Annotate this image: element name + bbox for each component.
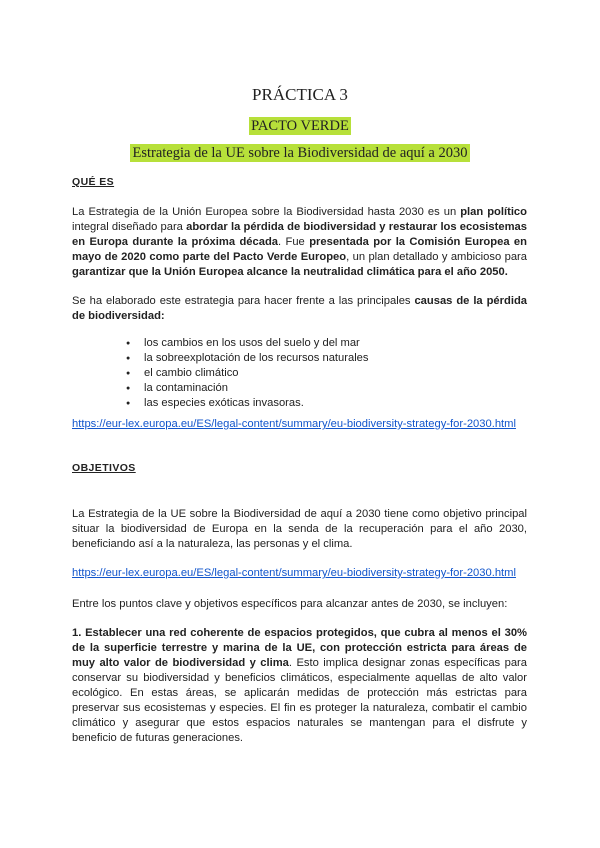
bold-text: presentada por la Comisión Europea en mayo de 2020 como parte del Pacto Verde Europeo (72, 236, 527, 263)
que-es-paragraph (72, 205, 527, 280)
objetivos-heading: OBJETIVOS (72, 462, 136, 474)
text-segment: . Fue (278, 236, 310, 248)
page-title: PRÁCTICA 3 (252, 85, 348, 104)
text-segment: integral diseñado para (72, 221, 187, 233)
bold-text: causas de la pérdida de biodiversidad: (72, 295, 527, 322)
que-es-heading: QUÉ ES (72, 176, 115, 188)
list-item: ● los cambios en los usos del suelo y del mar (126, 336, 369, 351)
que-es-source-link[interactable]: https://eur-lex.europa.eu/ES/legal-content/summary/eu-biodiversity-strategy-for-2030.html (72, 418, 516, 430)
objetivos-source-link[interactable]: https://eur-lex.europa.eu/ES/legal-content/summary/eu-biodiversity-strategy-for-2030.html (72, 567, 516, 579)
bold-text: plan político (460, 206, 527, 218)
text-segment: . Esto implica designar zonas específicas para conservar su biodiversidad y beneficios climáticos, especialmente aquellas de alto valor ecológico. En estas áreas, se aplicarán medidas de protección más estrictas para preservar sus ecosistemas y especies. El fin es proteger la naturaleza, combatir el cambio climático y asegurar que estos espacios naturales se mantengan para el disfrute y beneficio de futuras generaciones. (72, 657, 527, 744)
text-segment: Se ha elaborado este estrategia para hacer frente a las principales (72, 295, 415, 307)
causes-list (126, 336, 369, 411)
subtitle: PACTO VERDE (251, 118, 349, 134)
bold-text: 1. Establecer una red coherente de espacios protegidos, que cubra al menos el 30% de la superficie terrestre y marina de la UE, con protección estricta para áreas de muy alto valor de biodiversidad y clima (72, 627, 527, 669)
list-item: ● las especies exóticas invasoras. (126, 396, 369, 411)
list-item: ● el cambio climático (126, 366, 369, 381)
strategy-title-block (0, 145, 600, 162)
list-item: ● la sobreexplotación de los recursos naturales (126, 351, 369, 366)
bold-text: abordar la pérdida de biodiversidad y restaurar los ecosistemas en Europa durante la próxima década (72, 221, 527, 248)
causes-intro-paragraph (72, 294, 527, 324)
subtitle-block (0, 118, 600, 135)
key-point-1 (72, 626, 527, 746)
list-item: ● la contaminación (126, 381, 369, 396)
key-points-intro: Entre los puntos clave y objetivos específicos para alcanzar antes de 2030, se incluyen: (72, 598, 508, 610)
text-segment: , un plan detallado y ambicioso para (346, 251, 527, 263)
bold-text: garantizar que la Unión Europea alcance la neutralidad climática para el año 2050. (72, 266, 508, 278)
strategy-title: Estrategia de la UE sobre la Biodiversidad de aquí a 2030 (132, 145, 468, 161)
objetivos-paragraph: La Estrategia de la UE sobre la Biodiversidad de aquí a 2030 tiene como objetivo principal situar la biodiversidad de Europa en la senda de la recuperación para el año 2030, beneficiando así a la naturaleza, las personas y el clima. (72, 508, 527, 550)
text-segment: La Estrategia de la Unión Europea sobre la Biodiversidad hasta 2030 es un (72, 206, 461, 218)
